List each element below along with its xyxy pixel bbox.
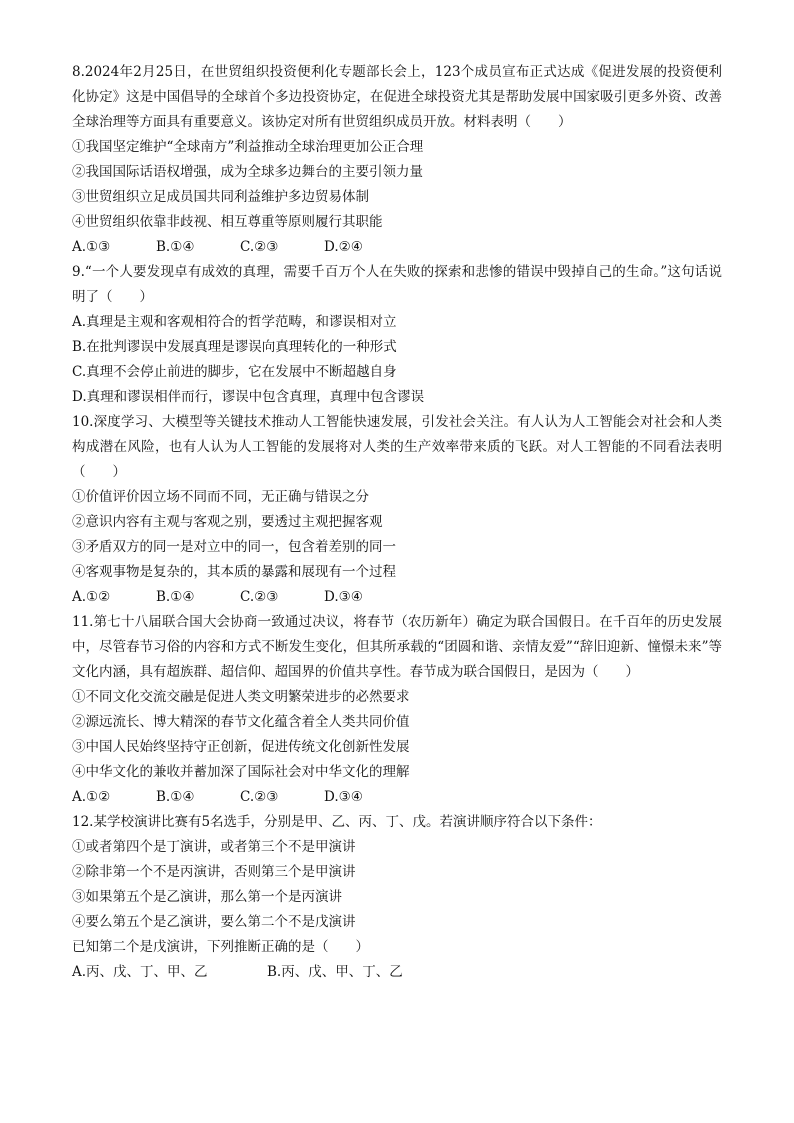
- statement: ①价值评价因立场不同而不同，无正确与错误之分: [72, 489, 369, 505]
- option-d: D.③④: [324, 789, 363, 805]
- statement: ①我国坚定维护“全球南方”利益推动全球治理更加公正合理: [72, 139, 424, 155]
- question-12: [72, 810, 722, 985]
- statement: ①不同文化交流交融是促进人类文明繁荣进步的必然要求: [72, 689, 410, 705]
- statement: ④世贸组织依靠非歧视、相互尊重等原则履行其职能: [72, 214, 383, 230]
- statement: ③矛盾双方的同一是对立中的同一，包含着差别的同一: [72, 539, 396, 555]
- exam-page: [72, 60, 722, 985]
- question-prompt: 已知第二个是戊演讲，下列推断正确的是（ ）: [72, 939, 369, 955]
- statement: C.真理不会停止前进的脚步，它在发展中不断超越自身: [72, 364, 397, 380]
- option-a: A.丙、戊、丁、甲、乙: [72, 964, 208, 980]
- statement: ④要么第五个是乙演讲，要么第二个不是戊演讲: [72, 914, 356, 930]
- statement: ②意识内容有主观与客观之别，要透过主观把握客观: [72, 514, 383, 530]
- statement: ③如果第五个是乙演讲，那么第一个是丙演讲: [72, 889, 342, 905]
- answer-options: [72, 235, 722, 260]
- option-b: B.①④: [156, 789, 195, 805]
- option-b: B.①④: [156, 239, 195, 255]
- statement: ③中国人民始终坚持守正创新，促进传统文化创新性发展: [72, 739, 410, 755]
- statement: ④中华文化的兼收并蓄加深了国际社会对中华文化的理解: [72, 764, 410, 780]
- question-9: [72, 260, 722, 410]
- answer-options: [72, 785, 722, 810]
- statement: ②我国国际话语权增强，成为全球多边舞台的主要引领力量: [72, 164, 423, 180]
- option-b: B.丙、戊、甲、丁、乙: [267, 964, 403, 980]
- question-10: [72, 410, 722, 610]
- question-stem: 10.深度学习、大模型等关键技术推动人工智能快速发展，引发社会关注。有人认为人工智能会对社会和人类构成潜在风险，也有人认为人工智能的发展将对人类的生产效率带来质的飞跃。对人工智能的不同看法表明（ ）: [72, 414, 722, 480]
- statement: B.在批判谬误中发展真理是谬误向真理转化的一种形式: [72, 339, 397, 355]
- question-stem: 8.2024年2月25日，在世贸组织投资便利化专题部长会上，123个成员宣布正式达成《促进发展的投资便利化协定》这是中国倡导的全球首个多边投资协定，在促进全球投资尤其是帮助发展中国家吸引更多外资、改善全球治理等方面具有重要意义。该协定对所有世贸组织成员开放。材料表明（ ）: [72, 64, 722, 130]
- question-8: [72, 60, 722, 260]
- answer-options: [72, 585, 722, 610]
- statement: ③世贸组织立足成员国共同利益维护多边贸易体制: [72, 189, 369, 205]
- option-c: C.②③: [240, 589, 279, 605]
- option-a: A.①③: [72, 239, 111, 255]
- option-c: C.②③: [240, 789, 279, 805]
- question-stem: 12.某学校演讲比赛有5名选手，分别是甲、乙、丙、丁、戊。若演讲顺序符合以下条件：: [72, 814, 602, 830]
- option-d: D.③④: [324, 589, 363, 605]
- answer-options: [72, 960, 722, 985]
- option-b: B.①④: [156, 589, 195, 605]
- statement: ①或者第四个是丁演讲，或者第三个不是甲演讲: [72, 839, 356, 855]
- statement: A.真理是主观和客观相符合的哲学范畴，和谬误相对立: [72, 314, 397, 330]
- statement: ②除非第一个不是丙演讲，否则第三个是甲演讲: [72, 864, 356, 880]
- statement: D.真理和谬误相伴而行，谬误中包含真理，真理中包含谬误: [72, 389, 425, 405]
- statement: ④客观事物是复杂的，其本质的暴露和展现有一个过程: [72, 564, 396, 580]
- option-d: D.②④: [324, 239, 363, 255]
- option-c: C.②③: [240, 239, 279, 255]
- question-stem: 9.“一个人要发现卓有成效的真理，需要千百万个人在失败的探索和悲惨的错误中毁掉自己的生命。”这句话说明了（ ）: [72, 264, 722, 305]
- question-11: [72, 610, 722, 810]
- statement: ②源远流长、博大精深的春节文化蕴含着全人类共同价值: [72, 714, 410, 730]
- option-a: A.①②: [72, 589, 111, 605]
- question-stem: 11.第七十八届联合国大会协商一致通过决议，将春节（农历新年）确定为联合国假日。在千百年的历史发展中，尽管春节习俗的内容和方式不断发生变化，但其所承载的“团圆和谐、亲情友爱”“辞旧迎新、憧憬未来”等文化内涵，具有超族群、超信仰、超国界的价值共享性。春节成为联合国假日，是因为（ ）: [72, 614, 722, 680]
- option-a: A.①②: [72, 789, 111, 805]
